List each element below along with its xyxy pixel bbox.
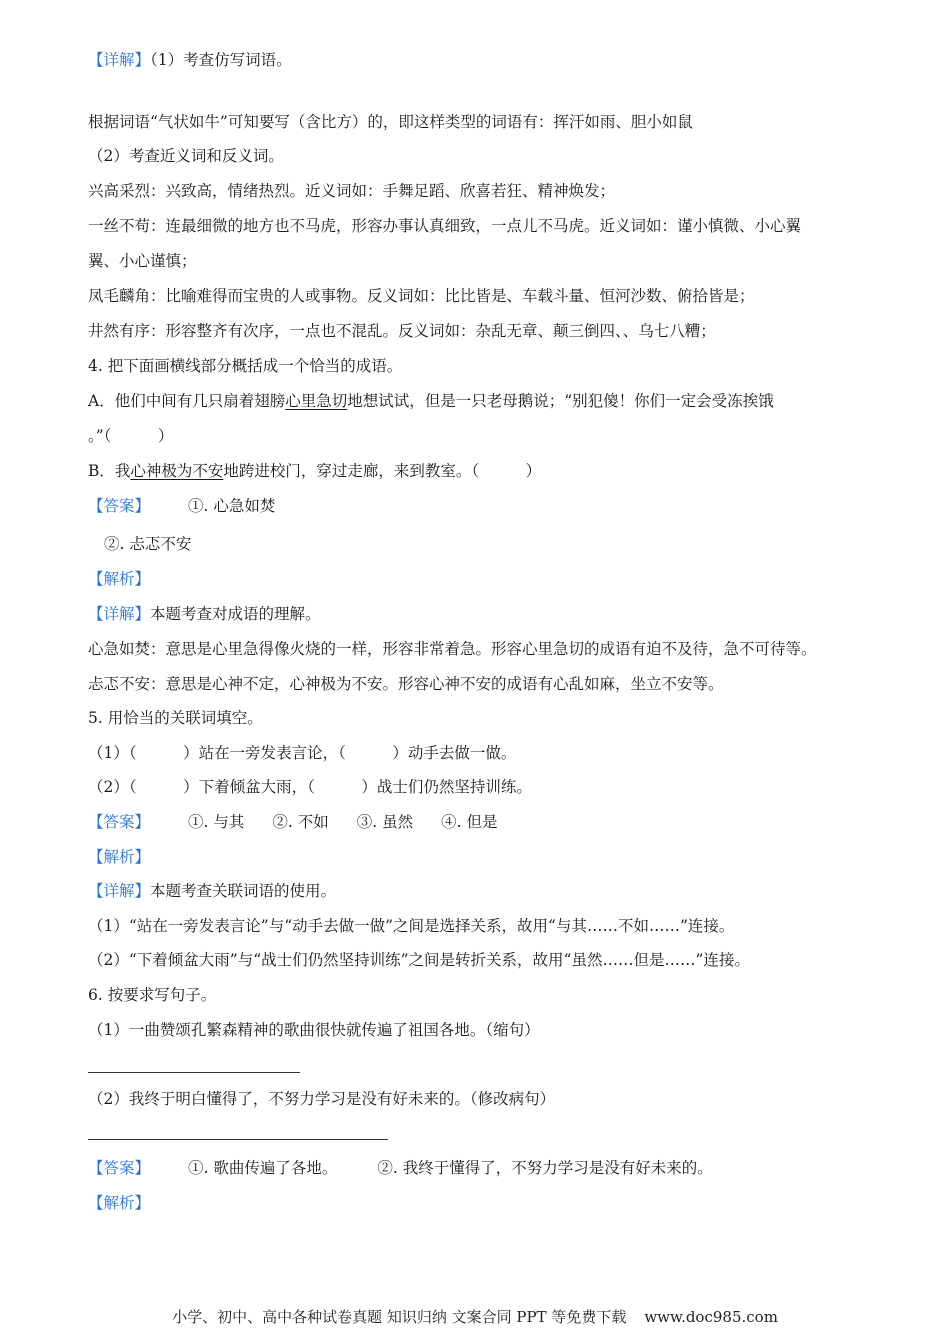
explanation-line: （2）“下着倾盆大雨”与“战士们仍然坚持训练”之间是转折关系，故用“虽然……但是……”连接。 bbox=[88, 951, 750, 969]
page-footer bbox=[0, 1306, 950, 1327]
answer-tag: 【答案】 bbox=[88, 813, 151, 831]
detail-tag: 【详解】 bbox=[88, 51, 151, 69]
question-4-b: B．我心神极为不安地跨进校门，穿过走廊，来到教室。（ ） bbox=[88, 462, 542, 480]
text-line: （2）考查近义词和反义词。 bbox=[88, 147, 284, 165]
question-6-s2: （2）我终于明白懂得了，不努力学习是没有好未来的。（修改病句） bbox=[88, 1090, 556, 1108]
text-line: 一丝不苟：连最细微的地方也不马虎，形容办事认真细致，一点儿不马虎。近义词如：谨小慎微、小心翼 bbox=[88, 217, 802, 235]
question-5-s2: （2）（ ）下着倾盆大雨，（ ）战士们仍然坚持训练。 bbox=[88, 778, 532, 796]
answer-blank[interactable] bbox=[88, 1072, 300, 1073]
detail-line-1: 【详解】（1）考查仿写词语。 bbox=[88, 51, 292, 69]
text-line: 凤毛麟角：比喻难得而宝贵的人或事物。反义词如：比比皆是、车载斗量、恒河沙数、俯拾皆是； bbox=[88, 287, 755, 305]
underlined-phrase: 心里急切 bbox=[285, 392, 348, 410]
analysis-tag: 【解析】 bbox=[88, 848, 151, 866]
explanation-line: 忐忑不安：意思是心神不定，心神极为不安。形容心神不安的成语有心乱如麻，坐立不安等。 bbox=[88, 675, 724, 693]
question-6-s1: （1）一曲赞颂孔繁森精神的歌曲很快就传遍了祖国各地。（缩句） bbox=[88, 1021, 540, 1039]
question-4-title: 4. 把下面画横线部分概括成一个恰当的成语。 bbox=[88, 357, 403, 375]
footer-url[interactable]: www.doc985.com bbox=[644, 1308, 778, 1326]
underlined-phrase: 心神极为不安 bbox=[130, 462, 224, 480]
footer-text: 小学、初中、高中各种试卷真题 知识归纳 文案合同 PPT 等免费下载 bbox=[172, 1308, 627, 1326]
answer-line: 【答案】 ①. 歌曲传遍了各地。 ②. 我终于懂得了，不努力学习是没有好未来的。 bbox=[88, 1159, 713, 1177]
question-5-s1: （1）（ ）站在一旁发表言论，（ ）动手去做一做。 bbox=[88, 744, 517, 762]
explanation-line: 心急如焚：意思是心里急得像火烧的一样，形容非常着急。形容心里急切的成语有迫不及待，急不可待等。 bbox=[88, 640, 817, 658]
answer-tag: 【答案】 bbox=[88, 1159, 151, 1177]
explanation-line: （1）“站在一旁发表言论”与“动手去做一做”之间是选择关系，故用“与其……不如……”连接。 bbox=[88, 917, 735, 935]
question-6-title: 6. 按要求写句子。 bbox=[88, 986, 217, 1004]
text-line: 翼、小心谨慎； bbox=[88, 252, 197, 270]
analysis-tag: 【解析】 bbox=[88, 570, 151, 588]
text-line: 兴高采烈：兴致高，情绪热烈。近义词如：手舞足蹈、欣喜若狂、精神焕发； bbox=[88, 182, 616, 200]
question-4-a-cont: 。”（ ） bbox=[88, 427, 174, 445]
question-5-title: 5. 用恰当的关联词填空。 bbox=[88, 709, 263, 727]
detail-line: 【详解】本题考查对成语的理解。 bbox=[88, 605, 321, 623]
answer-line-2: ②. 忐忑不安 bbox=[104, 535, 192, 553]
detail-line: 【详解】本题考查关联词语的使用。 bbox=[88, 882, 337, 900]
answer-line: 【答案】 ①. 心急如焚 bbox=[88, 497, 276, 515]
analysis-tag: 【解析】 bbox=[88, 1194, 151, 1212]
text-line: 根据词语“气状如牛”可知要写（含比方）的，即这样类型的词语有：挥汗如雨、胆小如鼠 bbox=[88, 113, 693, 131]
text-line: 井然有序：形容整齐有次序，一点也不混乱。反义词如：杂乱无章、颠三倒四、、乌七八糟； bbox=[88, 322, 716, 340]
answer-tag: 【答案】 bbox=[88, 497, 151, 515]
answer-line: 【答案】 ①. 与其 ②. 不如 ③. 虽然 ④. 但是 bbox=[88, 813, 498, 831]
answer-blank[interactable] bbox=[88, 1139, 388, 1140]
question-4-a: A．他们中间有几只扇着翅膀心里急切地想试试，但是一只老母鹅说；“别犯傻！你们一定会受冻挨饿 bbox=[88, 392, 774, 410]
